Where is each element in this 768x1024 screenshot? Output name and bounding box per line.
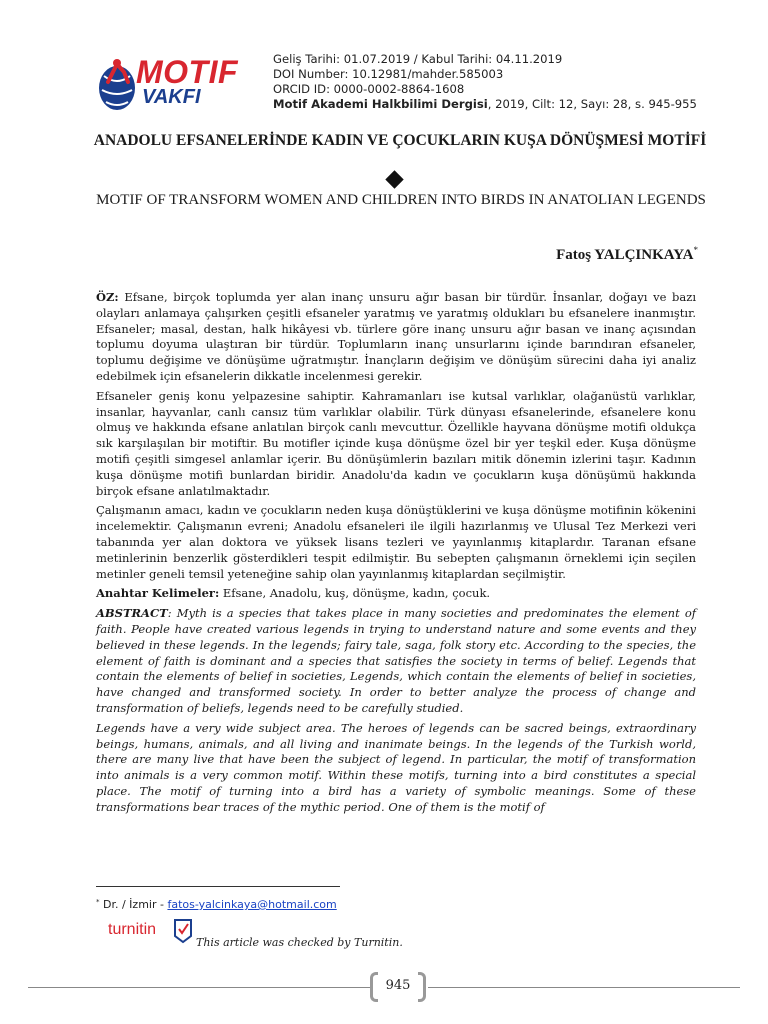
author-footnote-mark: * [693,245,698,255]
abstract-paragraph-2: Legends have a very wide subject area. The heroes of legends can be sacred beings, extraordinary beings, humans, animals, and all living and inanimate beings. In the legends of the Turkish world, there are many live that have been the subject of legend. In particular, the motif of transformation into animals is a very common motif. Within these motifs, turning into a bird constitutes a special place. The motif of turning into a bird has a variety of symbolic meanings. Some of these transformations bear traces of the mythic period. One of them is the motif of [96,720,696,814]
turnitin-logo [108,918,198,946]
turnitin-note: This article was checked by Turnitin. [196,936,403,949]
oz-paragraph-3: Çalışmanın amacı, kadın ve çocukların neden kuşa dönüştüklerini ve kuşa dönüşme motifinin kökenini incelemektir. Çalışmanın evreni; Anadolu efsaneleri ile ilgili hazırlanmış ve Ulusal Tez Merkezi veri tabanında yer alan doktora ve yüksek lisans tezleri ve yayınlanmış kitaplardır. Taranan efsane metinlerinin benzerlik gösterdikleri tespit edilmiştir. Bu sebepten çalışmanın örneklemi için seçilen metinler geneli temsil yeteneğine sahip olan yayınlanmış kitaplardan seçilmiştir. [96,503,696,581]
orcid-id: ORCID ID: 0000-0002-8864-1608 [273,82,465,96]
citation-details: , 2019, Cilt: 12, Sayı: 28, s. 945-955 [487,97,697,111]
keywords [96,586,696,602]
abstract-text-1: : Myth is a species that takes place in many societies and predominates the element of faith. People have created various legends in trying to understand nature and some events and they believed in these legends. In the legends; fairy tale, saga, folk story etc. According to the species, the element of faith is dominant and a species that satisfies the society in terms of belief. Legends that contain the elements of belief in societies, Legends, which contain the elements of belief in societies, have changed and transformed society. In order to better analyze the process of change and transformation of beliefs, legends need to be carefully studied. [96,606,696,715]
author-name [556,245,698,264]
article-body [96,290,696,820]
doi-number: DOI Number: 10.12981/mahder.585003 [273,67,504,81]
title-turkish: ANADOLU EFSANELERİNDE KADIN VE ÇOCUKLARIN KUŞA DÖNÜŞMESİ MOTİFİ [93,132,707,149]
keywords-label: Anahtar Kelimeler: [96,586,220,601]
submission-dates: Geliş Tarihi: 01.07.2019 / Kabul Tarihi: 04.11.2019 [273,52,563,66]
abstract-paragraph-1 [96,606,696,717]
journal-citation [273,97,697,112]
abstract-label: ABSTRACT [96,606,168,621]
turnitin-brand: turnitin [108,921,157,938]
logo-subword: VAKFI [142,86,201,108]
diamond-separator-icon [385,170,403,188]
journal-name: Motif Akademi Halkbilimi Dergisi [273,97,488,111]
article-meta [273,52,697,112]
author-email-link[interactable]: fatos-yalcinkaya@hotmail.com [167,898,337,911]
logo-word: MOTIF [136,54,239,90]
author-text: Fatoş YALÇINKAYA [556,247,694,263]
page-number: 945 [385,978,411,993]
oz-paragraph-1 [96,290,696,385]
oz-paragraph-2: Efsaneler geniş konu yelpazesine sahiptir. Kahramanları ise kutsal varlıklar, olağanüstü varlıklar, insanlar, hayvanlar, canlı cansız tüm varlıklar olabilir. Türk dünyası efsanelerinde, efsanelere konu olmuş ve hakkında efsane anlatılan birçok canlı mevcuttur. Özellikle hayvana dönüşme motifi oldukça sık karşılaşılan bir motiftir. Bu motifler içinde kuşa dönüşme özel bir yer teşkil eder. Kuşa dönüşme motifi çeşitli simgesel anlamlar içerir. Bu dönüşümlerin bazıları mitik dönemin izlerini taşır. Kadının kuşa dönüşme motifi bunlardan biridir. Anadolu'da kadın ve çocukların kuşa dönüşümü hakkında birçok efsane anlatılmaktadır. [96,388,696,498]
author-footnote [96,898,337,911]
oz-text-1: Efsane, birçok toplumda yer alan inanç unsuru ağır basan bir türdür. İnsanlar, doğayı ve bazı olayları anlamaya çalışırken çeşitli efsaneler yaratmış ve yaratmış oldukları bu efsanelere inanmıştır. Efsaneler; masal, destan, halk hikâyesi vb. türlere göre inanç unsuru ağır basan ve inanç açısından toplumu doyuma ulaştıran bir türdür. Toplumların inanç unsurlarını içinde barındıran efsaneler, toplumu değişime ve dönüşüme uğratmıştır. İnançların değişim ve dönüşüm sürecini daha iyi analiz edebilmek için efsanelerin dikkatle incelenmesi gerekir. [96,290,696,383]
title-english: MOTIF OF TRANSFORM WOMEN AND CHILDREN INTO BIRDS IN ANATOLIAN LEGENDS [96,192,706,208]
footnote-mark: * [96,898,100,906]
footer-rule-left [28,987,372,988]
motif-vakfi-logo [96,50,256,122]
footnote-text: Dr. / İzmir - [99,898,168,911]
globe-figure-icon [96,56,138,116]
footer-rule-right [428,987,740,988]
footnote-divider [96,886,340,887]
keywords-text: Efsane, Anadolu, kuş, dönüşme, kadın, çocuk. [219,586,491,601]
turnitin-check-icon [172,918,194,944]
oz-label: ÖZ: [96,290,119,304]
